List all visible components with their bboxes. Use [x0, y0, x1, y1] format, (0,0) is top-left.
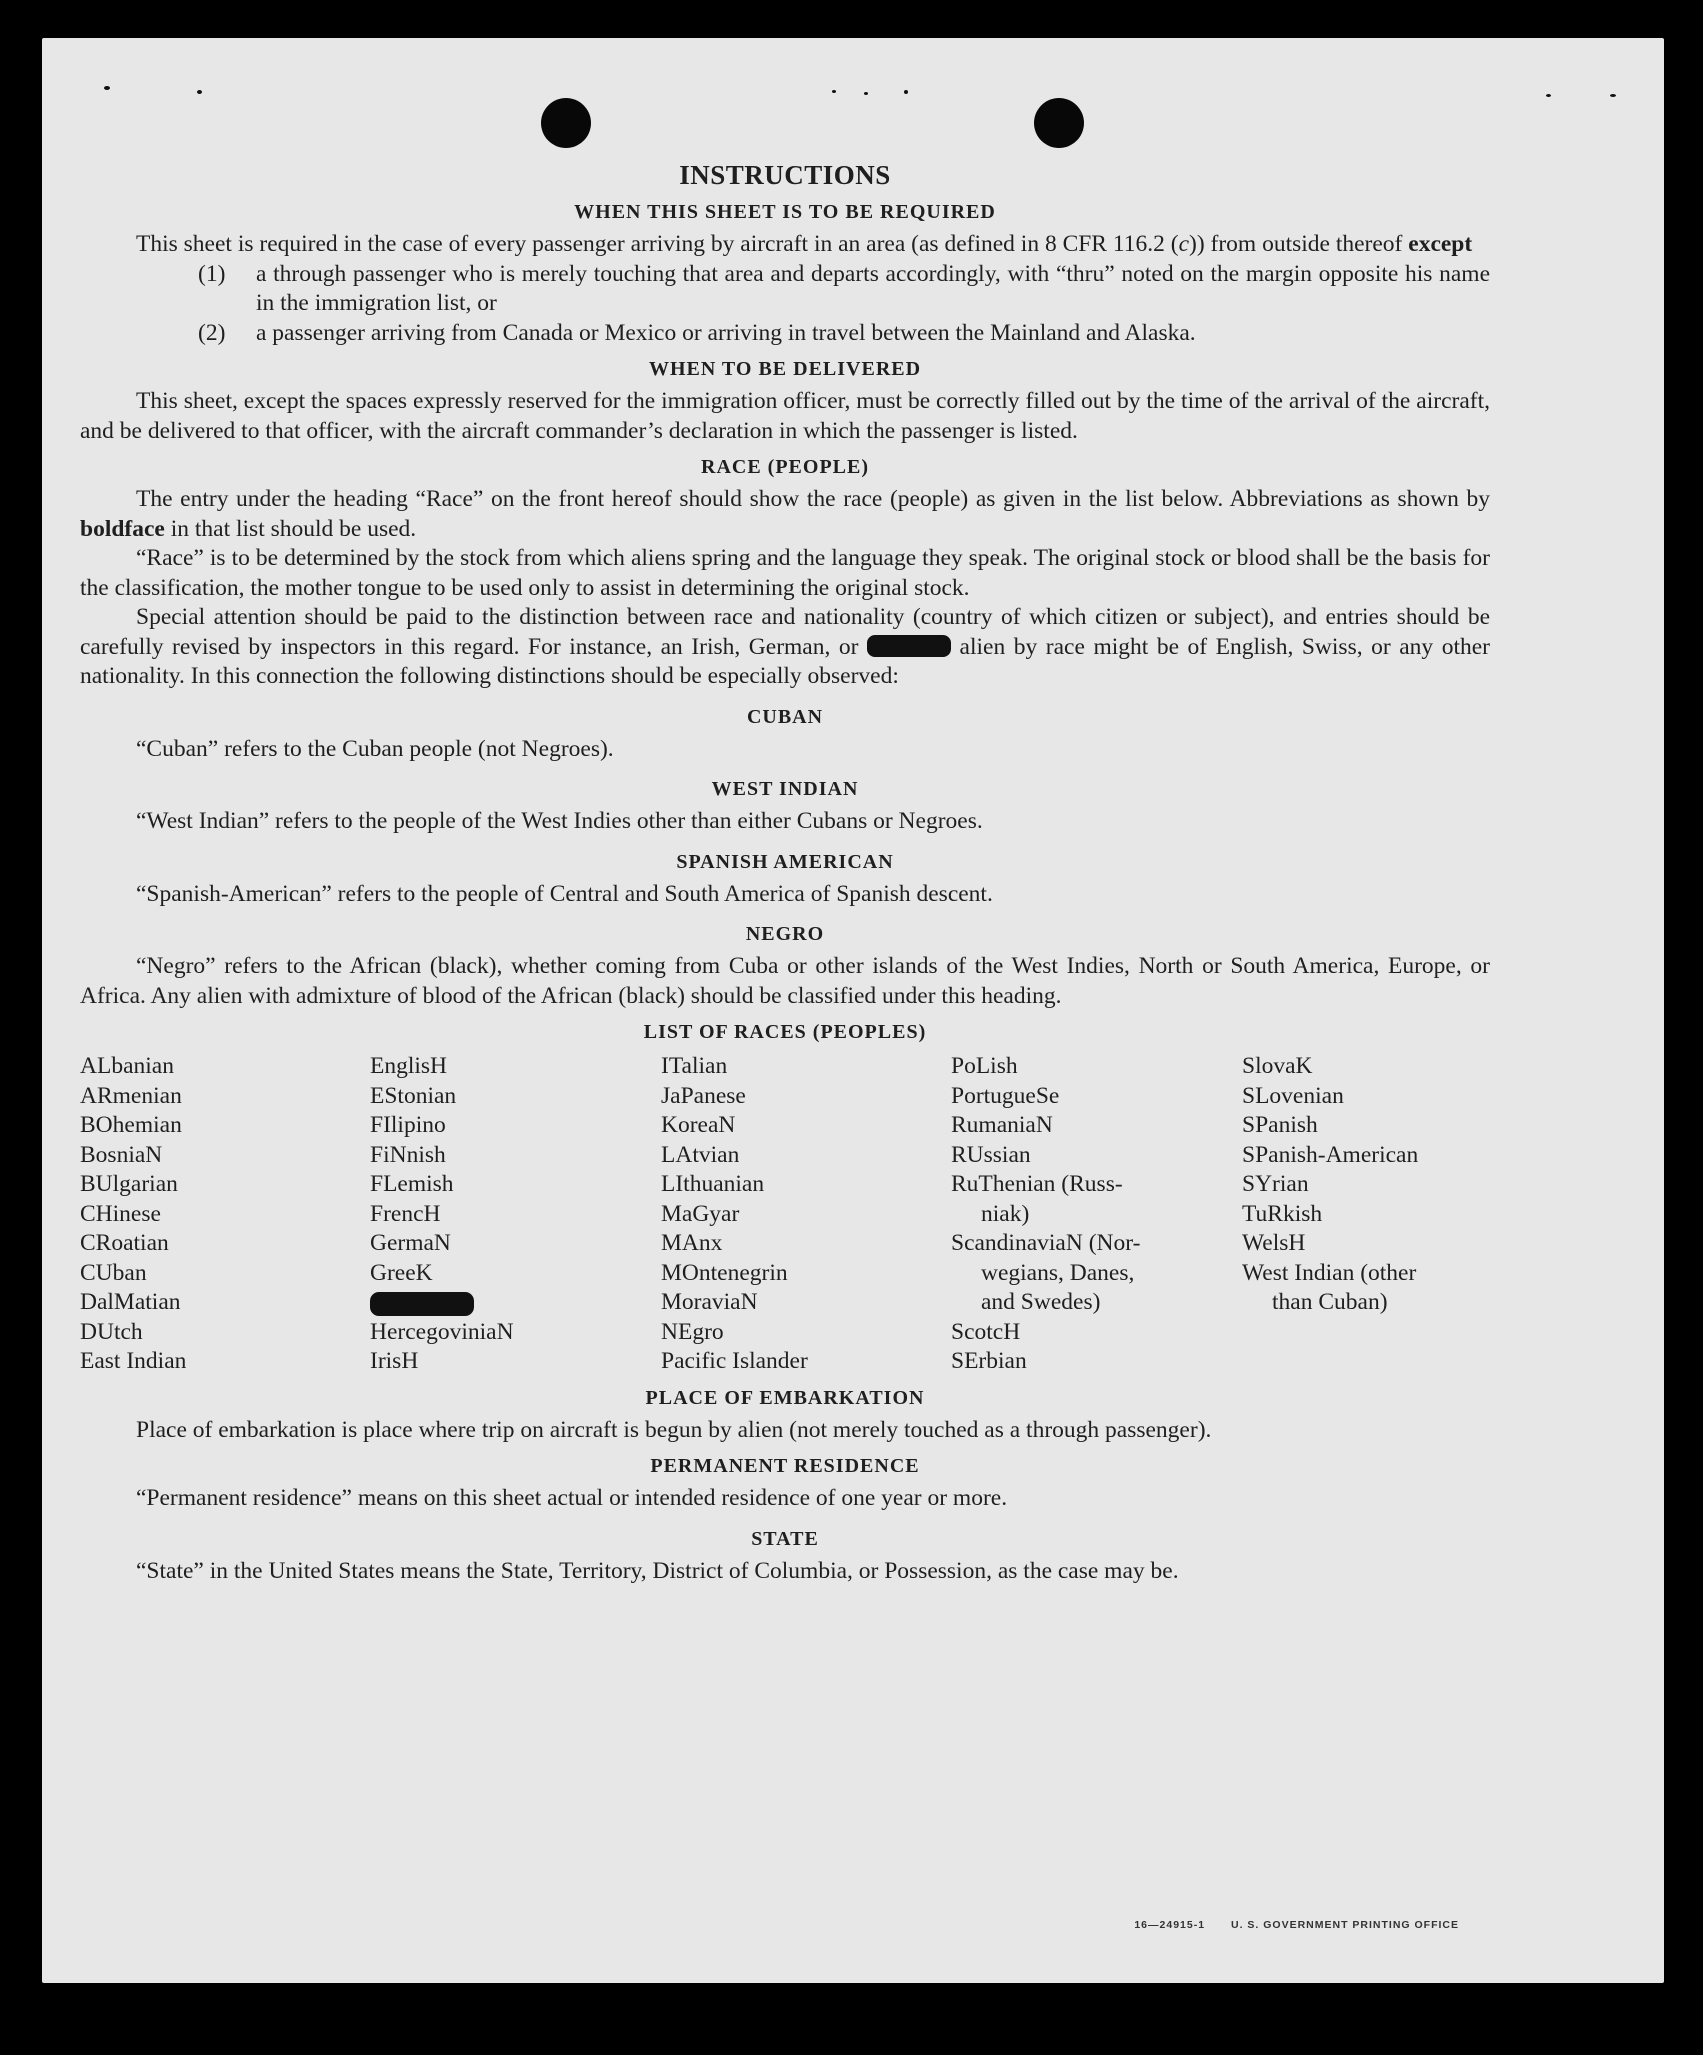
- page-title: INSTRUCTIONS: [679, 160, 891, 190]
- race-item: JaPanese: [661, 1082, 746, 1109]
- race-item: SYrian: [1242, 1171, 1309, 1197]
- race-item: FIlipino: [370, 1112, 446, 1138]
- race-column-2: [370, 1052, 661, 1377]
- punch-hole-left: [541, 98, 591, 148]
- race-item: HercegoviniaN: [370, 1318, 514, 1345]
- heading-race: RACE (PEOPLE): [701, 456, 869, 478]
- race-item: SLovenian: [1242, 1082, 1344, 1109]
- race-item: NEgro: [661, 1318, 724, 1345]
- heading-cuban: CUBAN: [746, 705, 824, 728]
- state-text: “State” in the United States means the State, Territory, District of Columbia, or Possession, as the case may be.: [136, 1557, 1179, 1584]
- form-number: 16—24915-1: [1134, 1919, 1206, 1931]
- race-item: CRoatian: [80, 1230, 169, 1256]
- instructions-content: [80, 160, 1490, 1586]
- heading-list-of-races: LIST OF RACES (PEOPLES): [643, 1021, 927, 1043]
- race-item: ScandinaviaN (Nor-: [951, 1230, 1141, 1256]
- race-item: RumaniaN: [951, 1112, 1053, 1138]
- race-item-redacted: [370, 1288, 661, 1318]
- heading-permanent-residence: PERMANENT RESIDENCE: [650, 1455, 920, 1477]
- speck-mark: [864, 92, 868, 95]
- race-paragraph-1: The entry under the heading “Race” on the front hereof should show the race (people) as given in the list below. Abbreviations as shown by boldface in that list should be used.: [80, 486, 1490, 542]
- race-item: MAnx: [661, 1230, 723, 1256]
- race-item: GreeK: [370, 1259, 433, 1286]
- heading-embarkation: PLACE OF EMBARKATION: [645, 1386, 925, 1409]
- footer-print-code: [1134, 1919, 1459, 1931]
- race-item: KoreaN: [661, 1112, 736, 1138]
- race-list: [80, 1052, 1490, 1377]
- delivered-text: This sheet, except the spaces expressly reserved for the immigration officer, must be correctly filled out by the time of the arrival of the aircraft, and be delivered to that officer, with the aircraft commander’s declaration in which the passenger is listed.: [80, 388, 1490, 444]
- form-sheet: [42, 38, 1664, 1983]
- spanish-american-text: “Spanish-American” refers to the people of Central and South America of Spanish descent.: [136, 880, 993, 907]
- race-item-continuation: wegians, Danes,: [981, 1259, 1135, 1286]
- race-item: TuRkish: [1242, 1200, 1323, 1227]
- race-item: IrisH: [370, 1348, 419, 1374]
- speck-mark: [904, 90, 908, 94]
- race-item: BOhemian: [80, 1112, 182, 1138]
- west-indian-text: “West Indian” refers to the people of the West Indies other than either Cubans or Negroes.: [136, 808, 983, 834]
- embarkation-text: Place of embarkation is place where trip on aircraft is begun by alien (not merely touched as a through passenger).: [136, 1416, 1212, 1443]
- race-item: West Indian (other: [1242, 1259, 1417, 1286]
- race-item-continuation: and Swedes): [981, 1289, 1101, 1315]
- race-item: EnglisH: [370, 1053, 448, 1079]
- race-item: Pacific Islander: [661, 1348, 808, 1374]
- negro-text: “Negro” refers to the African (black), whether coming from Cuba or other islands of the West Indies, North or South America, Europe, or Africa. Any alien with admixture of blood of the African (black) should be classified under this heading.: [80, 953, 1490, 1009]
- race-item: CUban: [80, 1259, 147, 1286]
- race-item: PortugueSe: [951, 1082, 1060, 1109]
- race-item: LIthuanian: [661, 1171, 765, 1197]
- race-item: RUssian: [951, 1141, 1031, 1168]
- race-item: ITalian: [661, 1053, 728, 1079]
- race-item: BUlgarian: [80, 1171, 178, 1197]
- race-item: WelsH: [1242, 1230, 1306, 1256]
- race-column-3: [661, 1052, 951, 1377]
- race-item: ARmenian: [80, 1082, 182, 1109]
- race-item: DalMatian: [80, 1289, 181, 1315]
- race-item: GermaN: [370, 1230, 451, 1256]
- speck-mark: [104, 86, 110, 90]
- heading-spanish-american: SPANISH AMERICAN: [676, 850, 894, 873]
- race-item: SErbian: [951, 1348, 1027, 1374]
- race-item: SlovaK: [1242, 1053, 1313, 1079]
- race-item: MoraviaN: [661, 1289, 758, 1315]
- race-item: East Indian: [80, 1348, 187, 1374]
- cuban-text: “Cuban” refers to the Cuban people (not Negroes).: [136, 735, 614, 762]
- heading-required: WHEN THIS SHEET IS TO BE REQUIRED: [574, 201, 996, 223]
- race-item: FiNnish: [370, 1141, 446, 1168]
- race-paragraph-2: “Race” is to be determined by the stock from which aliens spring and the language they speak. The original stock or blood shall be the basis for the classification, the mother tongue to be used only to assist in determining the original stock.: [80, 545, 1490, 601]
- speck-mark: [197, 90, 202, 94]
- race-item: ALbanian: [80, 1053, 174, 1079]
- speck-mark: [1610, 94, 1616, 97]
- race-item: MaGyar: [661, 1200, 740, 1227]
- race-item-continuation: niak): [981, 1200, 1030, 1227]
- redaction-mark: [867, 635, 951, 657]
- race-item: CHinese: [80, 1200, 161, 1227]
- race-item: RuThenian (Russ-: [951, 1171, 1123, 1197]
- race-item: DUtch: [80, 1318, 143, 1345]
- race-item: BosniaN: [80, 1141, 163, 1168]
- race-item: FLemish: [370, 1171, 454, 1197]
- race-column-4: [951, 1052, 1242, 1377]
- race-column-1: [80, 1052, 370, 1377]
- printer-name: U. S. GOVERNMENT PRINTING OFFICE: [1230, 1919, 1459, 1931]
- race-item: FrencH: [370, 1200, 441, 1227]
- heading-delivered: WHEN TO BE DELIVERED: [648, 358, 922, 380]
- race-item: SPanish: [1242, 1112, 1318, 1138]
- redaction-mark: [370, 1292, 474, 1316]
- heading-west-indian: WEST INDIAN: [711, 778, 859, 800]
- speck-mark: [1546, 94, 1551, 97]
- race-item: LAtvian: [661, 1141, 740, 1168]
- race-paragraph-3: Special attention should be paid to the distinction between race and nationality (country of which citizen or subject), and entries should be carefully revised by inspectors in this regard. For instance, an Irish, German, or alien by race might be of English, Swiss, or any other nationality. In this connection the following distinctions should be especially observed:: [80, 604, 1490, 689]
- heading-state: STATE: [751, 1527, 819, 1550]
- permanent-residence-text: “Permanent residence” means on this sheet actual or intended residence of one year or more.: [136, 1485, 1008, 1511]
- required-item-1: (1) a through passenger who is merely touching that area and departs accordingly, with “thru” noted on the margin opposite his name in the immigration list, or: [198, 260, 1490, 316]
- race-item: MOntenegrin: [661, 1259, 788, 1286]
- race-item: EStonian: [370, 1082, 457, 1109]
- required-item-2: (2) a passenger arriving from Canada or Mexico or arriving in travel between the Mainland and Alaska.: [198, 319, 1196, 346]
- race-item: PoLish: [951, 1053, 1018, 1079]
- race-item-continuation: than Cuban): [1272, 1289, 1388, 1315]
- speck-mark: [832, 90, 836, 93]
- race-column-5: [1242, 1052, 1500, 1377]
- required-intro: This sheet is required in the case of every passenger arriving by aircraft in an area (as defined in 8 CFR 116.2 (c)) from outside thereof except: [136, 231, 1473, 257]
- heading-negro: NEGRO: [745, 923, 825, 945]
- race-item: ScotcH: [951, 1318, 1021, 1345]
- race-item: SPanish-American: [1242, 1141, 1419, 1168]
- punch-hole-right: [1034, 98, 1084, 148]
